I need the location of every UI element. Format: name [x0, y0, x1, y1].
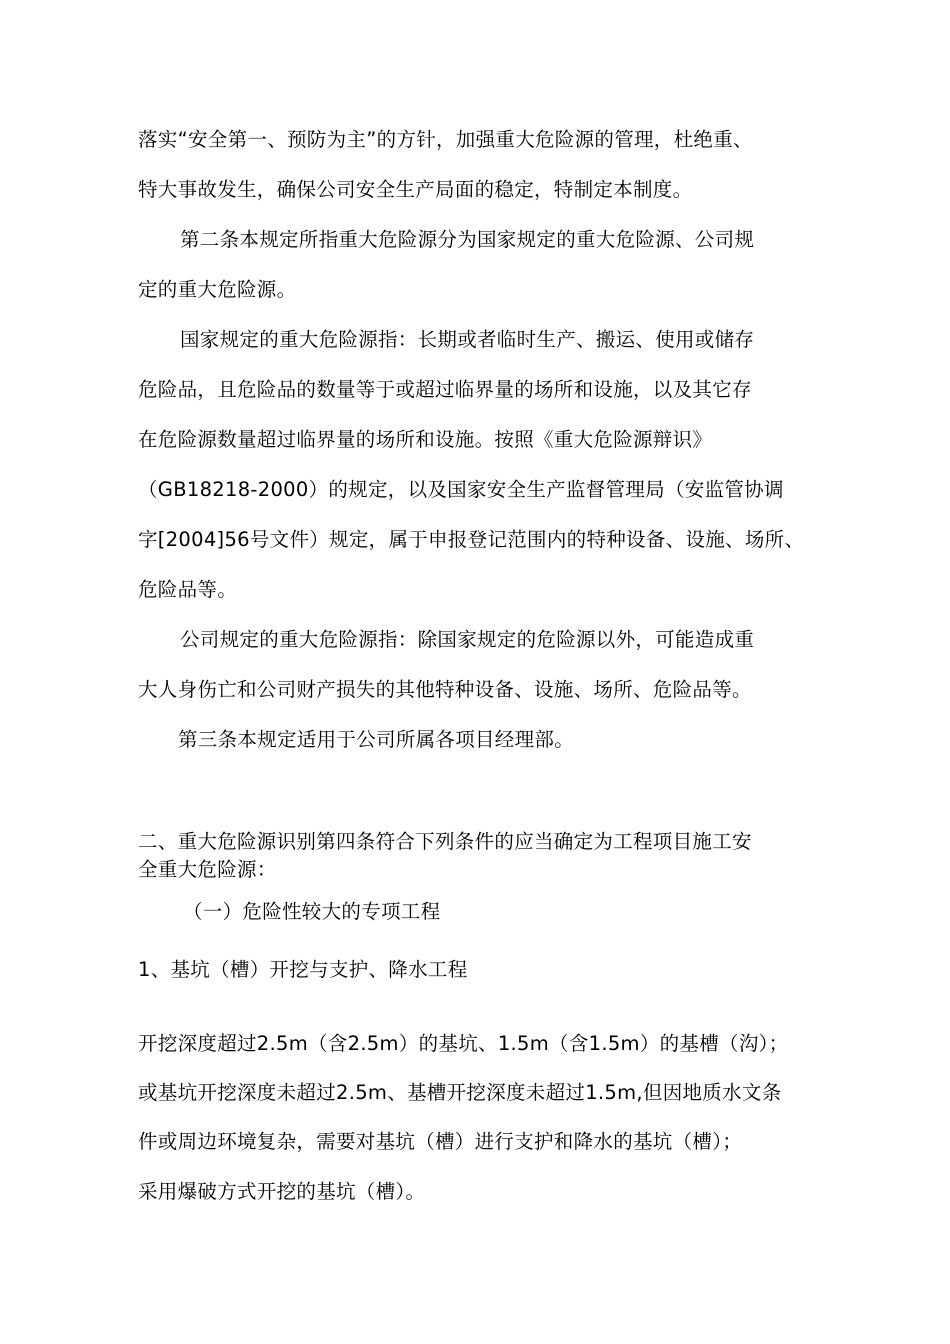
paragraph-line: 大人身伤亡和公司财产损失的其他特种设备、设施、场所、危险品等。: [138, 678, 752, 701]
article-two-line: 第二条本规定所指重大危险源分为国家规定的重大危险源、公司规: [180, 228, 755, 251]
paragraph-line: 定的重大危险源。: [138, 278, 297, 301]
detail-line: 开挖深度超过2.5m（含2.5m）的基坑、1.5m（含1.5m）的基槽（沟）；: [138, 1032, 789, 1055]
national-definition-line: 国家规定的重大危险源指：长期或者临时生产、搬运、使用或储存: [180, 328, 755, 351]
article-three-line: 第三条本规定适用于公司所属各项目经理部。: [178, 728, 575, 751]
detail-line: 采用爆破方式开挖的基坑（槽）。: [138, 1180, 426, 1203]
subsection-heading: （一）危险性较大的专项工程: [183, 900, 441, 923]
paragraph-line: 字[2004]56号文件）规定，属于申报登记范围内的特种设备、设施、场所、: [138, 528, 805, 551]
paragraph-line: 危险品等。: [138, 578, 238, 601]
item-heading: 1、基坑（槽）开挖与支护、降水工程: [138, 958, 468, 981]
company-definition-line: 公司规定的重大危险源指：除国家规定的危险源以外，可能造成重: [180, 628, 755, 651]
section-heading: 二、重大危险源识别第四条符合下列条件的应当确定为工程项目施工安: [138, 830, 752, 853]
paragraph-line: （GB18218-2000）的规定，以及国家安全生产监督管理局（安监管协调: [138, 478, 784, 501]
paragraph-line: 在危险源数量超过临界量的场所和设施。按照《重大危险源辩识》: [138, 428, 713, 451]
section-heading-cont: 全重大危险源：: [138, 858, 277, 881]
detail-line: 或基坑开挖深度未超过2.5m、基槽开挖深度未超过1.5m,但因地质水文条: [138, 1081, 782, 1104]
paragraph-line: 落实“安全第一、预防为主”的方针，加强重大危险源的管理，杜绝重、: [138, 128, 753, 151]
paragraph-line: 危险品，且危险品的数量等于或超过临界量的场所和设施，以及其它存: [138, 378, 752, 401]
paragraph-line: 特大事故发生，确保公司安全生产局面的稳定，特制定本制度。: [138, 178, 693, 201]
detail-line: 件或周边环境复杂，需要对基坑（槽）进行支护和降水的基坑（槽）；: [138, 1130, 743, 1153]
